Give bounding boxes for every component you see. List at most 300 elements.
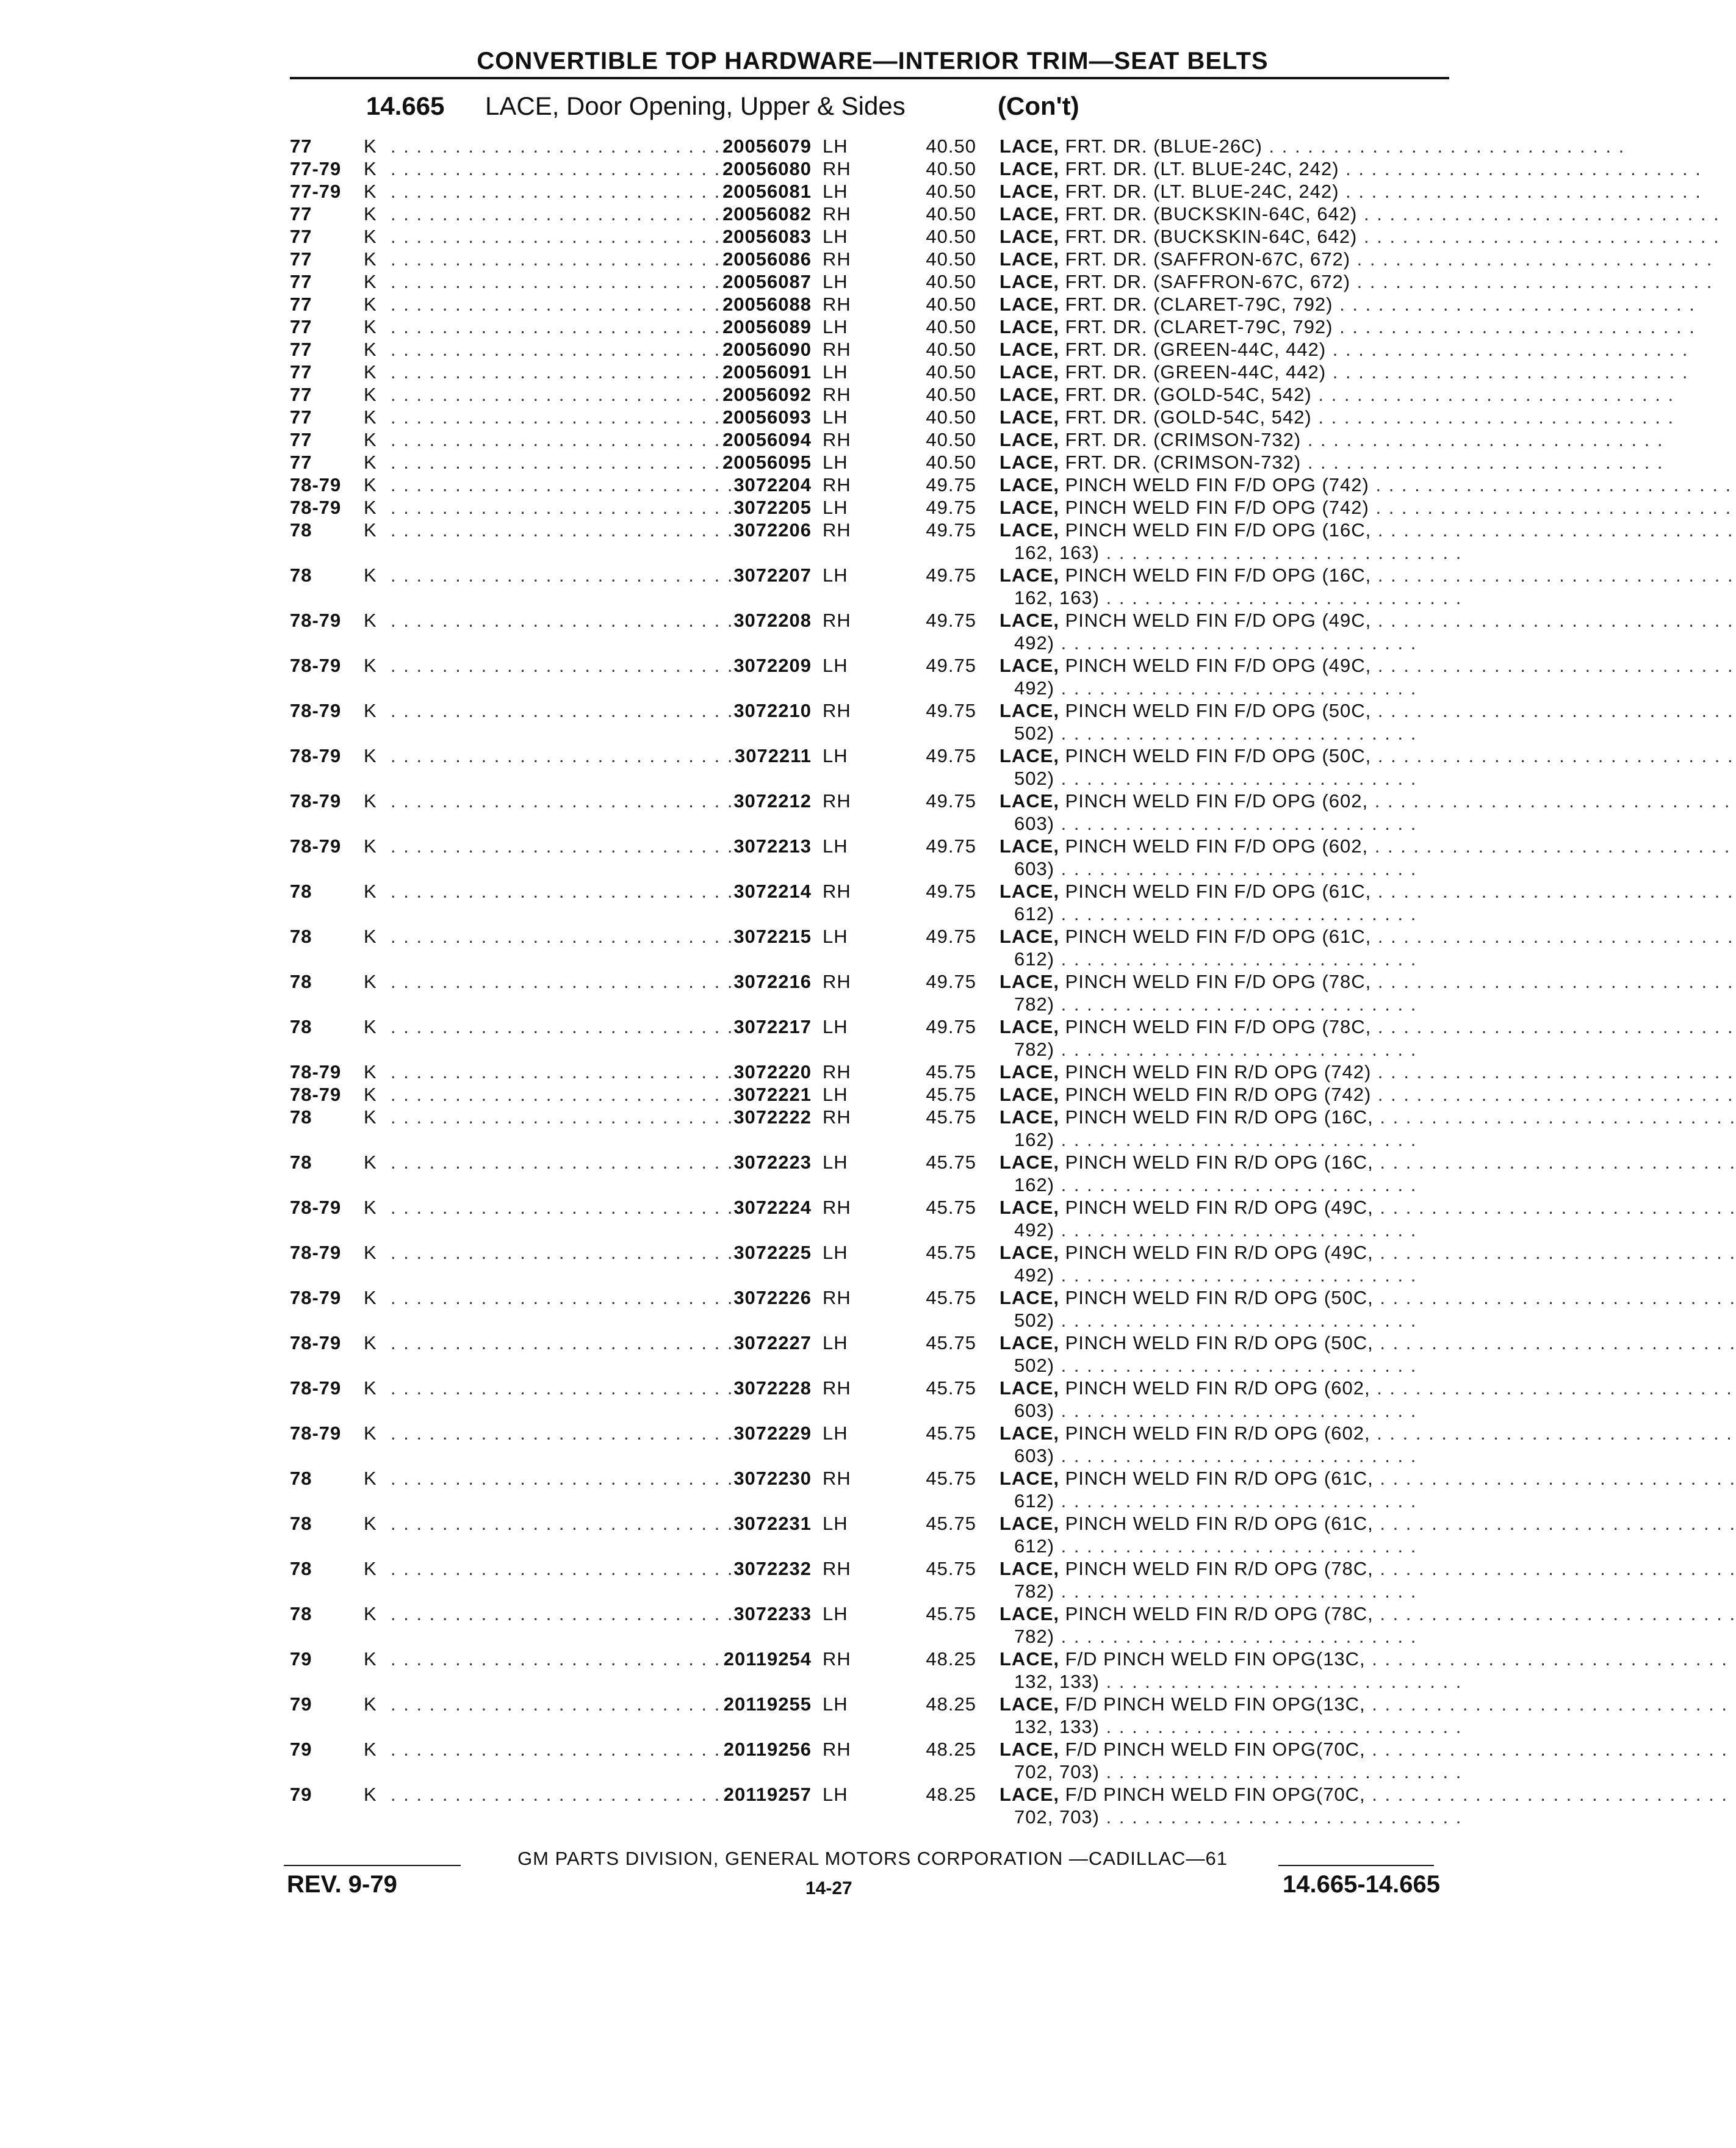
leader-dots: . . . . . . . . . . . . . . . . . . . . . . . . . . . .: [1371, 1016, 1734, 1037]
part-number: 20056095: [722, 452, 812, 473]
part-description: [999, 790, 1731, 812]
leader-dots: . . . . . . . . . . . . . . . . . . . . . . . . . . .: [391, 1016, 734, 1037]
description-text: PINCH WELD FIN R/D OPG (61C,: [1065, 1513, 1374, 1534]
part-number: 3072213: [733, 835, 812, 857]
description-keyword: LACE,: [999, 1784, 1059, 1805]
table-row: [0, 1061, 1734, 1084]
catalog-code: K: [364, 497, 377, 518]
price: 45.75: [926, 1197, 976, 1218]
part-number: 3072208: [733, 610, 812, 631]
part-number: 20119256: [723, 1739, 812, 1760]
part-description: [999, 700, 1734, 722]
part-number: 20119255: [723, 1693, 812, 1715]
price: 45.75: [926, 1061, 976, 1083]
description-continuation: 612): [1014, 903, 1055, 924]
description-continuation: 492): [1014, 632, 1055, 654]
side-indicator: RH: [823, 158, 851, 179]
catalog-code: K: [364, 655, 377, 676]
model-year: 78-79: [290, 790, 342, 812]
leader-dots: . . . . . . . . . . . . . . . . . . . . . . . . . . . .: [1371, 700, 1734, 721]
leader-dots: . . . . . . . . . . . . . . . . . . . . . . . . . . . .: [1054, 1174, 1417, 1195]
price: 49.75: [926, 1016, 976, 1037]
description-text: PINCH WELD FIN F/D OPG (50C,: [1065, 745, 1372, 766]
table-row: [0, 1377, 1733, 1422]
part-number: 3072233: [733, 1603, 812, 1624]
footer-section-range: 14.665-14.665: [1282, 1871, 1440, 1898]
table-row: [0, 203, 1720, 226]
leader-dots: . . . . . . . . . . . . . . . . . . . . . . . . . . .: [391, 1693, 734, 1715]
catalog-code: K: [364, 1061, 377, 1083]
leader-dots: . . . . . . . . . . . . . . . . . . . . . . . . . . . .: [1326, 339, 1689, 360]
description-text: PINCH WELD FIN F/D OPG (602,: [1065, 790, 1369, 812]
description-keyword: LACE,: [999, 1648, 1059, 1670]
part-number: 3072212: [733, 790, 812, 812]
description-continuation: 492): [1014, 677, 1055, 699]
leader-dots: . . . . . . . . . . . . . . . . . . . . . . . . . . . .: [1054, 1129, 1417, 1150]
description-keyword: LACE,: [999, 452, 1059, 473]
leader-dots: . . . . . . . . . . . . . . . . . . . . . . . . . . . .: [1326, 361, 1689, 383]
table-row: [0, 1016, 1734, 1061]
side-indicator: RH: [823, 790, 851, 812]
description-continuation: 492): [1014, 1219, 1055, 1241]
leader-dots: . . . . . . . . . . . . . . . . . . . . . . . . . . .: [391, 271, 734, 292]
part-number: 20056086: [722, 248, 812, 270]
leader-dots: . . . . . . . . . . . . . . . . . . . . . . . . . . . .: [1371, 971, 1734, 992]
part-number: 3072225: [733, 1242, 812, 1263]
model-year: 78: [290, 926, 312, 947]
description-keyword: LACE,: [999, 1016, 1059, 1037]
side-indicator: LH: [823, 1422, 848, 1444]
description-text: FRT. DR. (GREEN-44C, 442): [1065, 339, 1327, 360]
catalog-code: K: [364, 610, 377, 631]
model-year: 78-79: [290, 1422, 342, 1444]
leader-dots: . . . . . . . . . . . . . . . . . . . . . . . . . . . .: [1371, 610, 1734, 631]
model-year: 77: [290, 361, 312, 383]
price: 49.75: [926, 564, 976, 586]
leader-dots: . . . . . . . . . . . . . . . . . . . . . . . . . . . .: [1373, 1242, 1736, 1263]
part-description: [999, 881, 1734, 903]
model-year: 78-79: [290, 1084, 342, 1105]
part-number: 3072223: [733, 1151, 812, 1173]
part-number: 3072214: [733, 881, 812, 902]
table-row: [0, 294, 1696, 316]
part-number: 20056083: [722, 226, 812, 247]
part-description: [999, 181, 1702, 203]
description-keyword: LACE,: [999, 519, 1059, 541]
description-text: PINCH WELD FIN F/D OPG (50C,: [1065, 700, 1372, 721]
part-description-continued: [1014, 723, 1453, 744]
description-text: FRT. DR. (BLUE-26C): [1065, 135, 1262, 157]
description-text: PINCH WELD FIN R/D OPG (16C,: [1065, 1151, 1374, 1173]
footer-page-number: 14-27: [805, 1878, 852, 1898]
leader-dots: . . . . . . . . . . . . . . . . . . . . . . . . . . .: [391, 361, 734, 383]
part-number: 20056093: [722, 406, 812, 428]
description-text: PINCH WELD FIN R/D OPG (50C,: [1065, 1287, 1374, 1308]
part-description-continued: [1014, 1490, 1453, 1512]
description-text: FRT. DR. (SAFFRON-67C, 672): [1065, 248, 1351, 270]
part-description-continued: [1014, 1264, 1453, 1286]
price: 48.25: [926, 1693, 976, 1715]
description-continuation: 612): [1014, 1490, 1055, 1512]
model-year: 78: [290, 1151, 312, 1173]
price: 49.75: [926, 926, 976, 947]
description-keyword: LACE,: [999, 1084, 1059, 1105]
description-text: PINCH WELD FIN F/D OPG (742): [1065, 497, 1369, 518]
leader-dots: . . . . . . . . . . . . . . . . . . . . . . . . . . . .: [1373, 1468, 1736, 1489]
side-indicator: LH: [823, 361, 848, 383]
part-number: 20056090: [722, 339, 812, 360]
model-year: 78: [290, 971, 312, 992]
part-number: 3072222: [733, 1106, 812, 1128]
leader-dots: . . . . . . . . . . . . . . . . . . . . . . . . . . . .: [1371, 519, 1734, 541]
part-description: [999, 564, 1734, 586]
description-continuation: 782): [1014, 1626, 1055, 1647]
catalog-code: K: [364, 881, 377, 902]
leader-dots: . . . . . . . . . . . . . . . . . . . . . . . . . . . .: [1100, 1761, 1463, 1782]
part-description-continued: [1014, 768, 1453, 790]
side-indicator: LH: [823, 1242, 848, 1263]
description-keyword: LACE,: [999, 1739, 1059, 1760]
part-description-continued: [1014, 948, 1453, 970]
price: 40.50: [926, 226, 976, 247]
description-text: FRT. DR. (GOLD-54C, 542): [1065, 406, 1312, 428]
leader-dots: . . . . . . . . . . . . . . . . . . . . . . . . . . .: [391, 519, 734, 541]
table-row: [0, 1603, 1736, 1648]
leader-dots: . . . . . . . . . . . . . . . . . . . . . . . . . . .: [391, 1242, 734, 1263]
model-year: 78-79: [290, 610, 342, 631]
part-description-continued: [1014, 1580, 1453, 1602]
description-text: FRT. DR. (GREEN-44C, 442): [1065, 361, 1327, 383]
part-description-continued: [1014, 1716, 1463, 1738]
leader-dots: . . . . . . . . . . . . . . . . . . . . . . . . . . .: [391, 429, 734, 450]
leader-dots: . . . . . . . . . . . . . . . . . . . . . . . . . . . .: [1371, 745, 1734, 766]
description-text: PINCH WELD FIN F/D OPG (61C,: [1065, 926, 1372, 947]
part-number: 3072206: [733, 519, 812, 541]
description-text: PINCH WELD FIN R/D OPG (61C,: [1065, 1468, 1374, 1489]
price: 45.75: [926, 1106, 976, 1128]
leader-dots: . . . . . . . . . . . . . . . . . . . . . . . . . . . .: [1350, 271, 1713, 292]
price: 45.75: [926, 1513, 976, 1534]
leader-dots: . . . . . . . . . . . . . . . . . . . . . . . . . . . .: [1054, 723, 1417, 744]
part-description-continued: [1014, 1761, 1463, 1783]
leader-dots: . . . . . . . . . . . . . . . . . . . . . . . . . . . .: [1371, 1084, 1734, 1105]
table-row: [0, 971, 1734, 1016]
leader-dots: . . . . . . . . . . . . . . . . . . . . . . . . . . . .: [1368, 790, 1731, 812]
part-description: [999, 1377, 1733, 1399]
leader-dots: . . . . . . . . . . . . . . . . . . . . . . . . . . . .: [1054, 1626, 1417, 1647]
leader-dots: . . . . . . . . . . . . . . . . . . . . . . . . . . .: [391, 971, 734, 992]
leader-dots: . . . . . . . . . . . . . . . . . . . . . . . . . . . .: [1373, 1603, 1736, 1624]
leader-dots: . . . . . . . . . . . . . . . . . . . . . . . . . . .: [391, 926, 734, 947]
leader-dots: . . . . . . . . . . . . . . . . . . . . . . . . . . .: [391, 226, 734, 247]
table-row: [0, 248, 1713, 271]
description-continuation: 502): [1014, 1310, 1055, 1331]
part-description: [999, 1106, 1736, 1128]
catalog-code: K: [364, 1084, 377, 1105]
part-description: [999, 1061, 1734, 1083]
description-text: PINCH WELD FIN F/D OPG (49C,: [1065, 655, 1372, 676]
leader-dots: . . . . . . . . . . . . . . . . . . . . . . . . . . .: [391, 1513, 734, 1534]
price: 40.50: [926, 181, 976, 202]
description-text: FRT. DR. (GOLD-54C, 542): [1065, 384, 1312, 405]
description-text: PINCH WELD FIN R/D OPG (50C,: [1065, 1332, 1374, 1353]
part-description: [999, 271, 1713, 293]
part-number: 3072231: [733, 1513, 812, 1534]
description-keyword: LACE,: [999, 316, 1059, 337]
description-continuation: 162, 163): [1014, 587, 1100, 608]
catalog-code: K: [364, 1151, 377, 1173]
model-year: 77-79: [290, 158, 342, 179]
side-indicator: LH: [823, 135, 848, 157]
table-row: [0, 361, 1689, 384]
model-year: 78-79: [290, 497, 342, 518]
leader-dots: . . . . . . . . . . . . . . . . . . . . . . . . . . . .: [1301, 452, 1664, 473]
catalog-code: K: [364, 294, 377, 315]
table-row: [0, 564, 1734, 610]
part-description-continued: [1014, 1355, 1453, 1377]
catalog-code: K: [364, 1468, 377, 1489]
leader-dots: . . . . . . . . . . . . . . . . . . . . . . . . . . .: [391, 203, 734, 225]
description-continuation: 603): [1014, 1445, 1055, 1466]
part-description: [999, 406, 1675, 428]
leader-dots: . . . . . . . . . . . . . . . . . . . . . . . . . . . .: [1357, 226, 1720, 247]
description-continuation: 162): [1014, 1174, 1055, 1195]
part-description: [999, 1784, 1728, 1806]
description-keyword: LACE,: [999, 1287, 1059, 1308]
part-number: 20056081: [722, 181, 812, 202]
table-row: [0, 1693, 1728, 1739]
part-description: [999, 1084, 1734, 1106]
table-row: [0, 835, 1731, 881]
leader-dots: . . . . . . . . . . . . . . . . . . . . . . . . . . .: [391, 1332, 734, 1353]
leader-dots: . . . . . . . . . . . . . . . . . . . . . . . . . . . .: [1373, 1106, 1736, 1128]
catalog-code: K: [364, 339, 377, 360]
table-row: [0, 1513, 1736, 1558]
description-continuation: 603): [1014, 1400, 1055, 1421]
leader-dots: . . . . . . . . . . . . . . . . . . . . . . . . . . .: [391, 497, 734, 518]
description-continuation: 612): [1014, 1535, 1055, 1557]
price: 40.50: [926, 248, 976, 270]
part-number: 20119254: [723, 1648, 812, 1670]
description-keyword: LACE,: [999, 1603, 1059, 1624]
part-description: [999, 1197, 1736, 1219]
catalog-code: K: [364, 1693, 377, 1715]
footer-rule-left: [284, 1865, 461, 1866]
part-description-continued: [1014, 993, 1453, 1015]
description-keyword: LACE,: [999, 384, 1059, 405]
leader-dots: . . . . . . . . . . . . . . . . . . . . . . . . . . . .: [1350, 248, 1713, 270]
description-keyword: LACE,: [999, 1422, 1059, 1444]
part-description: [999, 316, 1696, 338]
side-indicator: RH: [823, 294, 851, 315]
model-year: 78-79: [290, 1061, 342, 1083]
part-description-continued: [1014, 1535, 1453, 1557]
price: 49.75: [926, 881, 976, 902]
table-row: [0, 429, 1664, 452]
table-row: [0, 1784, 1728, 1829]
part-description: [999, 1422, 1733, 1444]
table-row: [0, 1084, 1734, 1106]
price: 45.75: [926, 1084, 976, 1105]
catalog-code: K: [364, 971, 377, 992]
leader-dots: . . . . . . . . . . . . . . . . . . . . . . . . . . . .: [1100, 1716, 1463, 1737]
description-continuation: 502): [1014, 723, 1055, 744]
catalog-code: K: [364, 203, 377, 225]
leader-dots: . . . . . . . . . . . . . . . . . . . . . . . . . . . .: [1370, 1377, 1733, 1399]
description-keyword: LACE,: [999, 1151, 1059, 1173]
description-text: PINCH WELD FIN F/D OPG (78C,: [1065, 1016, 1372, 1037]
part-number: 20056089: [722, 316, 812, 337]
part-number: 20056087: [722, 271, 812, 292]
catalog-code: K: [364, 1513, 377, 1534]
leader-dots: . . . . . . . . . . . . . . . . . . . . . . . . . . . .: [1370, 1422, 1733, 1444]
description-keyword: LACE,: [999, 203, 1059, 225]
description-continuation: 132, 133): [1014, 1671, 1100, 1692]
leader-dots: . . . . . . . . . . . . . . . . . . . . . . . . . . . .: [1054, 1219, 1417, 1241]
table-row: [0, 926, 1734, 971]
part-description: [999, 519, 1734, 541]
leader-dots: . . . . . . . . . . . . . . . . . . . . . . . . . . . .: [1369, 474, 1732, 496]
side-indicator: LH: [823, 406, 848, 428]
table-row: [0, 406, 1675, 429]
price: 40.50: [926, 203, 976, 225]
description-continuation: 162, 163): [1014, 542, 1100, 563]
leader-dots: . . . . . . . . . . . . . . . . . . . . . . . . . . .: [391, 1151, 734, 1173]
catalog-code: K: [364, 474, 377, 496]
part-number: 20056080: [722, 158, 812, 179]
description-keyword: LACE,: [999, 1061, 1059, 1083]
part-number: 3072227: [733, 1332, 812, 1353]
part-number: 3072221: [733, 1084, 812, 1105]
description-keyword: LACE,: [999, 881, 1059, 902]
catalog-code: K: [364, 1784, 377, 1805]
leader-dots: . . . . . . . . . . . . . . . . . . . . . . . . . . .: [391, 181, 734, 202]
part-description: [999, 745, 1734, 767]
part-number: 20056088: [722, 294, 812, 315]
leader-dots: . . . . . . . . . . . . . . . . . . . . . . . . . . . .: [1054, 677, 1417, 699]
table-row: [0, 1468, 1736, 1513]
price: 45.75: [926, 1603, 976, 1624]
part-number: 3072210: [733, 700, 812, 721]
price: 49.75: [926, 610, 976, 631]
catalog-code: K: [364, 384, 377, 405]
description-continuation: 492): [1014, 1264, 1055, 1286]
leader-dots: . . . . . . . . . . . . . . . . . . . . . . . . . . . .: [1054, 1264, 1417, 1286]
side-indicator: RH: [823, 1377, 851, 1399]
leader-dots: . . . . . . . . . . . . . . . . . . . . . . . . . . . .: [1371, 1061, 1734, 1083]
description-keyword: LACE,: [999, 790, 1059, 812]
leader-dots: . . . . . . . . . . . . . . . . . . . . . . . . . . . .: [1054, 1445, 1417, 1466]
catalog-code: K: [364, 135, 377, 157]
price: 40.50: [926, 429, 976, 450]
part-description: [999, 429, 1664, 451]
catalog-code: K: [364, 564, 377, 586]
price: 49.75: [926, 497, 976, 518]
leader-dots: . . . . . . . . . . . . . . . . . . . . . . . . . . .: [391, 1197, 734, 1218]
catalog-code: K: [364, 519, 377, 541]
description-keyword: LACE,: [999, 271, 1059, 292]
catalog-code: K: [364, 271, 377, 292]
description-keyword: LACE,: [999, 1242, 1059, 1263]
part-description: [999, 1513, 1736, 1535]
leader-dots: . . . . . . . . . . . . . . . . . . . . . . . . . . .: [391, 294, 734, 315]
part-description-continued: [1014, 903, 1453, 925]
catalog-code: K: [364, 1197, 377, 1218]
model-year: 78-79: [290, 474, 342, 496]
side-indicator: RH: [823, 1558, 851, 1579]
part-description: [999, 135, 1626, 157]
part-description: [999, 1603, 1736, 1625]
table-row: [0, 1197, 1736, 1242]
part-description: [999, 361, 1689, 383]
side-indicator: RH: [823, 881, 851, 902]
leader-dots: . . . . . . . . . . . . . . . . . . . . . . . . . . . .: [1333, 316, 1696, 337]
model-year: 79: [290, 1739, 312, 1760]
table-row: [0, 610, 1734, 655]
description-keyword: LACE,: [999, 655, 1059, 676]
model-year: 77: [290, 135, 312, 157]
part-description: [999, 1242, 1736, 1264]
model-year: 77: [290, 294, 312, 315]
part-description: [999, 1739, 1728, 1761]
table-row: [0, 1739, 1728, 1784]
description-continuation: 502): [1014, 1355, 1055, 1376]
part-description: [999, 1468, 1736, 1490]
table-row: [0, 1106, 1736, 1151]
price: 40.50: [926, 316, 976, 337]
leader-dots: . . . . . . . . . . . . . . . . . . . . . . . . . . . .: [1054, 1535, 1417, 1557]
description-keyword: LACE,: [999, 835, 1059, 857]
table-row: [0, 181, 1702, 203]
catalog-code: K: [364, 181, 377, 202]
part-number: 20056094: [722, 429, 812, 450]
side-indicator: LH: [823, 655, 848, 676]
description-text: F/D PINCH WELD FIN OPG(13C,: [1065, 1693, 1366, 1715]
catalog-code: K: [364, 926, 377, 947]
description-keyword: LACE,: [999, 1693, 1059, 1715]
table-row: [0, 452, 1664, 474]
description-text: FRT. DR. (LT. BLUE-24C, 242): [1065, 181, 1339, 202]
leader-dots: . . . . . . . . . . . . . . . . . . . . . . . . . . . .: [1262, 135, 1626, 157]
part-description-continued: [1014, 1806, 1463, 1828]
model-year: 78: [290, 519, 312, 541]
model-year: 78-79: [290, 1377, 342, 1399]
price: 48.25: [926, 1784, 976, 1805]
leader-dots: . . . . . . . . . . . . . . . . . . . . . . . . . . . .: [1054, 632, 1417, 654]
price: 40.50: [926, 158, 976, 179]
description-continuation: 782): [1014, 1580, 1055, 1602]
leader-dots: . . . . . . . . . . . . . . . . . . . . . . . . . . . .: [1100, 1806, 1463, 1828]
price: 45.75: [926, 1377, 976, 1399]
description-keyword: LACE,: [999, 406, 1059, 428]
section-continued: (Con't): [998, 92, 1079, 120]
description-text: FRT. DR. (CRIMSON-732): [1065, 429, 1302, 450]
part-number: 3072226: [733, 1287, 812, 1308]
side-indicator: RH: [823, 248, 851, 270]
description-text: PINCH WELD FIN R/D OPG (602,: [1065, 1422, 1370, 1444]
part-description-continued: [1014, 542, 1463, 564]
price: 40.50: [926, 135, 976, 157]
side-indicator: RH: [823, 1739, 851, 1760]
part-description-continued: [1014, 1626, 1453, 1648]
leader-dots: . . . . . . . . . . . . . . . . . . . . . . . . . . .: [391, 745, 734, 766]
side-indicator: RH: [823, 971, 851, 992]
leader-dots: . . . . . . . . . . . . . . . . . . . . . . . . . . . .: [1054, 1355, 1417, 1376]
leader-dots: . . . . . . . . . . . . . . . . . . . . . . . . . . . .: [1371, 926, 1734, 947]
description-continuation: 132, 133): [1014, 1716, 1100, 1737]
part-number: 3072216: [733, 971, 812, 992]
part-number: 20119257: [723, 1784, 812, 1805]
